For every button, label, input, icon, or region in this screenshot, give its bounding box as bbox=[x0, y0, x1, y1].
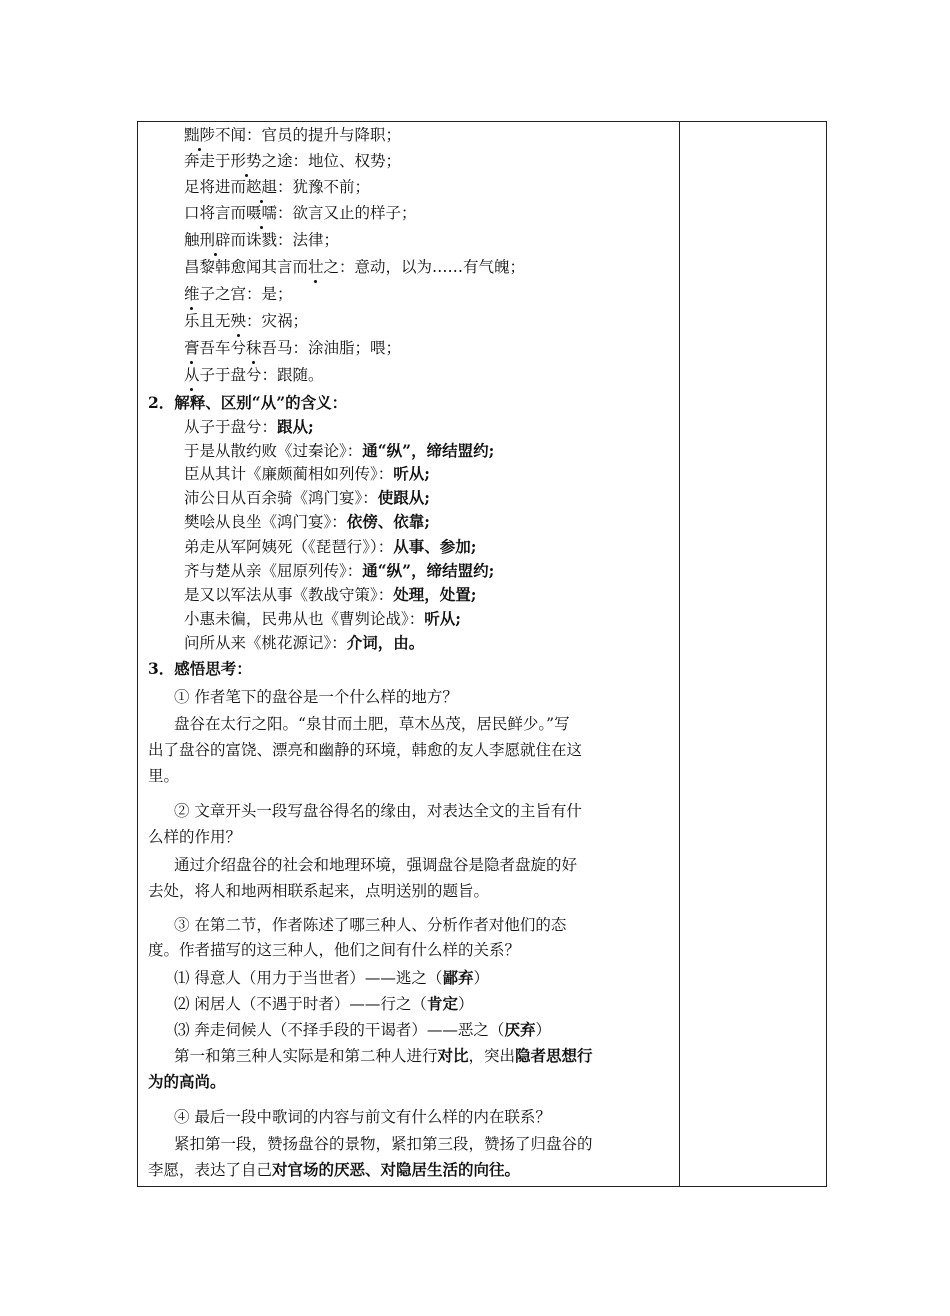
vocab-line: 黜陟不闻：官员的提升与降职； bbox=[184, 126, 402, 144]
question-3: ③ 在第二节，作者陈述了哪三种人、分析作者对他们的态 bbox=[174, 916, 567, 934]
vocab-line: 足将进而趑趄：犹豫不前； bbox=[184, 178, 371, 196]
meaning-line: 弟走从军阿姨死（《琵琶行》）：从事、参加; bbox=[184, 537, 477, 556]
answer-1-line: 里。 bbox=[148, 767, 180, 785]
question-3: 度。作者描写的这三种人，他们之间有什么样的关系？ bbox=[148, 941, 521, 959]
lesson-table bbox=[137, 121, 827, 1187]
meaning-line: 樊哙从良坐《鸿门宴》：依傍、依靠; bbox=[184, 512, 430, 531]
column-divider bbox=[679, 122, 680, 1186]
answer-1-line: 盘谷在太行之阳。“泉甘而土肥，草木丛茂，居民鲜少。”写 bbox=[174, 715, 570, 733]
meaning-line: 臣从其计《廉颇蔺相如列传》：听从; bbox=[184, 464, 430, 483]
meaning-line: 齐与楚从亲《屈原列传》：通“纵”，缔结盟约; bbox=[184, 561, 495, 580]
meaning-line: 于是从散约败《过秦论》：通“纵”，缔结盟约; bbox=[184, 441, 495, 460]
vocab-line: 口将言而嗫嚅：欲言又止的样子； bbox=[184, 204, 417, 222]
vocab-line: 昌黎韩愈闻其言而壮之：意动，以为……有气魄； bbox=[184, 258, 526, 276]
meaning-line: 是又以军法从事《教战守策》：处理，处置; bbox=[184, 585, 477, 604]
meaning-line: 问所从来《桃花源记》：介词，由。 bbox=[184, 633, 425, 652]
question-4: ④ 最后一段中歌词的内容与前文有什么样的内在联系？ bbox=[174, 1108, 551, 1126]
meaning-line: 从子于盘兮：跟从; bbox=[184, 417, 314, 436]
section-heading: 3．感悟思考： bbox=[148, 659, 252, 678]
vocab-line: 维子之宫：是； bbox=[184, 285, 293, 303]
answer-2-line: 去处，将人和地两相联系起来，点明送别的题旨。 bbox=[148, 882, 490, 900]
answer-1-line: 出了盘谷的富饶、漂亮和幽静的环境，韩愈的友人李愿就住在这 bbox=[148, 741, 583, 759]
section-heading: 2．解释、区别“从”的含义： bbox=[148, 393, 348, 412]
answer-4-line: 李愿，表达了自己对官场的厌恶、对隐居生活的向往。 bbox=[148, 1160, 521, 1179]
answer-3-line: 第一和第三种人实际是和第二种人进行对比，突出隐者思想行 bbox=[174, 1046, 593, 1065]
question-1: ① 作者笔下的盘谷是一个什么样的地方？ bbox=[174, 688, 458, 706]
vocab-line: 从子于盘兮：跟随。 bbox=[184, 366, 324, 384]
person-type: ⑶ 奔走伺候人（不择手段的干谒者）——恶之（厌弃） bbox=[174, 1020, 551, 1039]
question-2: ② 文章开头一段写盘谷得名的缘由，对表达全文的主旨有什 bbox=[174, 802, 582, 820]
person-type: ⑵ 闲居人（不遇于时者）——行之（肯定） bbox=[174, 994, 474, 1013]
vocab-line: 奔走于形势之途：地位、权势； bbox=[184, 152, 402, 170]
answer-4-line: 紧扣第一段，赞扬盘谷的景物，紧扣第三段，赞扬了归盘谷的 bbox=[174, 1135, 593, 1153]
vocab-line: 触刑辟而诛戮：法律； bbox=[184, 231, 340, 249]
person-type: ⑴ 得意人（用力于当世者）——逃之（鄙弃） bbox=[174, 968, 489, 987]
meaning-line: 沛公日从百余骑《鸿门宴》：使跟从; bbox=[184, 488, 430, 507]
vocab-line: 乐且无殃：灾祸； bbox=[184, 312, 309, 330]
vocab-line: 膏吾车兮秣吾马：涂油脂；喂； bbox=[184, 339, 402, 357]
meaning-line: 小惠未徧，民弗从也《曹刿论战》：听从; bbox=[184, 609, 461, 628]
content-cell bbox=[138, 122, 679, 1186]
answer-3-line: 为的高尚。 bbox=[148, 1072, 226, 1091]
answer-2-line: 通过介绍盘谷的社会和地理环境，强调盘谷是隐者盘旋的好 bbox=[174, 856, 578, 874]
question-2: 么样的作用？ bbox=[148, 828, 242, 846]
